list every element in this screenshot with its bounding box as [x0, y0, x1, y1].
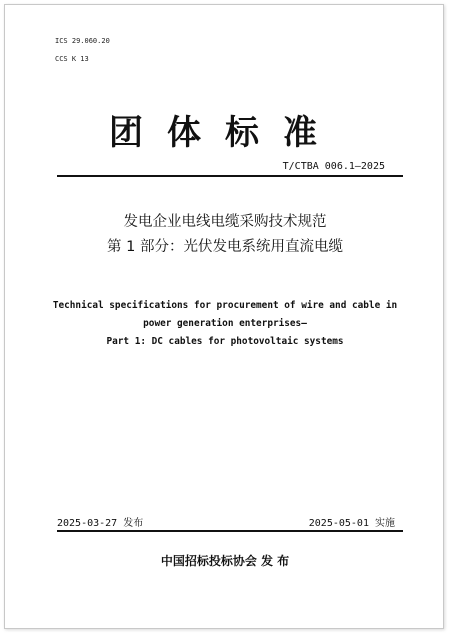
ccs-code: CCS K 13	[55, 55, 89, 63]
bottom-divider	[57, 530, 403, 532]
implement-date: 2025-05-01 实施	[308, 518, 395, 529]
standard-number: T/CTBA 006.1—2025	[282, 161, 385, 172]
chinese-title-line2: 第 1 部分：光伏发电系统用直流电缆	[107, 239, 343, 255]
publisher: 中国招标投标协会 发 布	[160, 554, 290, 568]
document-page	[4, 4, 444, 629]
english-title-line3: Part 1: DC cables for photovoltaic systems	[106, 336, 344, 347]
ics-code: ICS 29.060.20	[55, 37, 110, 45]
document-type-title: 团体标准	[109, 113, 341, 153]
english-title-line2: power generation enterprises—	[143, 318, 307, 329]
english-title-line1: Technical specifications for procurement of wire and cable in	[52, 300, 398, 311]
chinese-title-line1: 发电企业电线电缆采购技术规范	[123, 214, 327, 230]
top-divider	[57, 175, 403, 177]
issue-date: 2025-03-27 发布	[57, 518, 144, 529]
